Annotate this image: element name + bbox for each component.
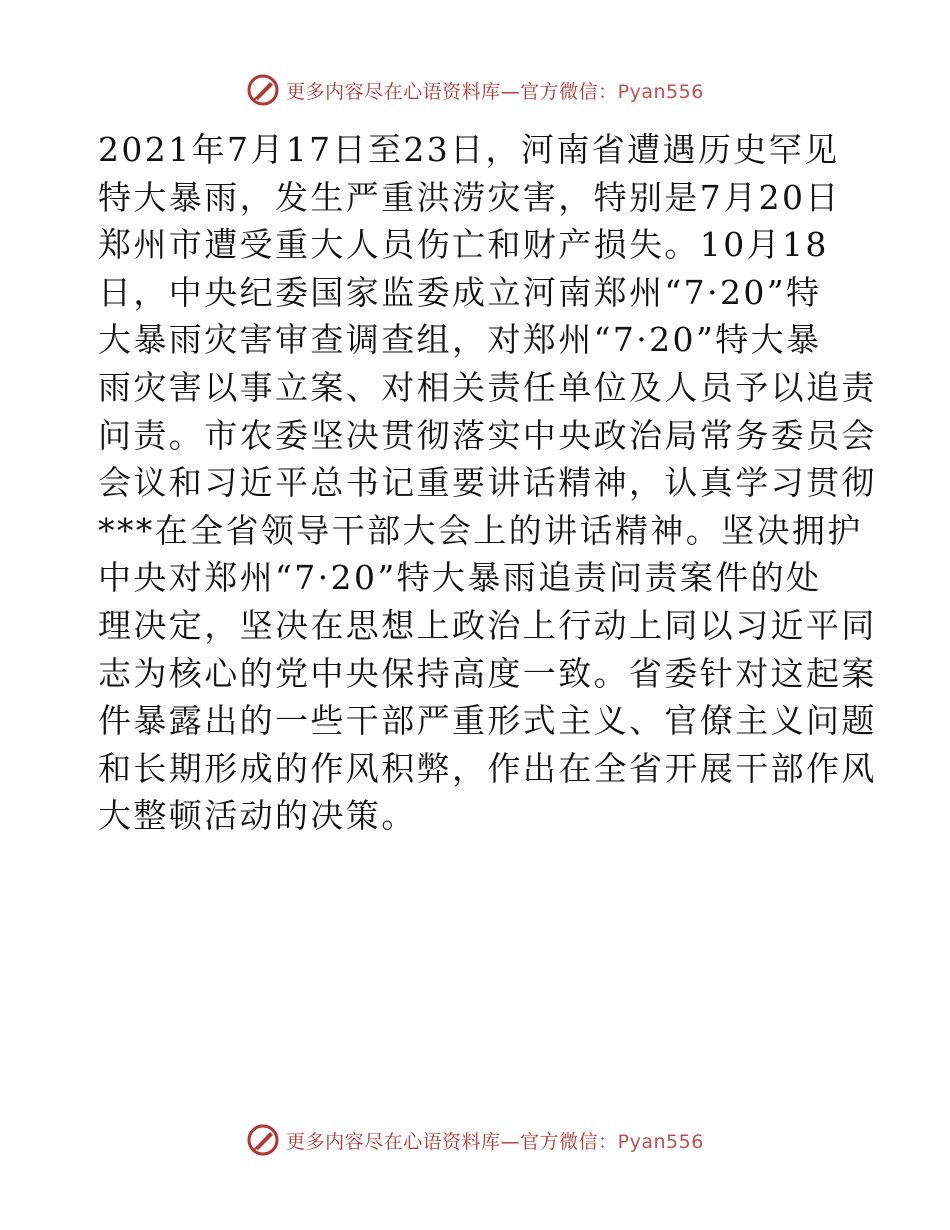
header-watermark-label: 更多内容尽在心语资料库—官方微信： (286, 80, 618, 103)
quill-seal-icon (246, 73, 280, 107)
header-watermark-text (286, 77, 704, 104)
body-line: 问责。市农委坚决贯彻落实中央政治局常务委员会 (98, 415, 877, 455)
footer-watermark-label: 更多内容尽在心语资料库—官方微信： (286, 1130, 618, 1153)
body-line: 日，中央纪委国家监委成立河南郑州“7·20”特 (98, 272, 822, 312)
body-line: 和长期形成的作风积弊，作出在全省开展干部作风 (98, 748, 877, 788)
body-line: 件暴露出的一些干部严重形式主义、官僚主义问题 (98, 701, 877, 741)
body-line: 大暴雨灾害审查调查组，对郑州“7·20”特大暴 (98, 320, 822, 360)
footer-wechat-id: Pyan556 (617, 1130, 704, 1153)
footer-watermark-text (286, 1127, 704, 1154)
header-wechat-id: Pyan556 (617, 80, 704, 103)
header-watermark (0, 70, 950, 110)
body-line: 大整顿活动的决策。 (98, 796, 417, 836)
body-line: 2021年7月17日至23日，河南省遭遇历史罕见 (98, 130, 840, 169)
body-line: 中央对郑州“7·20”特大暴雨追责问责案件的处 (98, 558, 822, 598)
footer-watermark (0, 1120, 950, 1160)
body-line: 志为核心的党中央保持高度一致。省委针对这起案 (98, 653, 877, 693)
body-line: 郑州市遭受重大人员伤亡和财产损失。10月18 (98, 225, 829, 265)
body-line: 理决定，坚决在思想上政治上行动上同以习近平同 (98, 605, 877, 645)
body-line: 特大暴雨，发生严重洪涝灾害，特别是7月20日 (98, 177, 841, 217)
body-paragraph (98, 126, 877, 840)
document-body (98, 126, 877, 840)
body-line: ***在全省领导干部大会上的讲话精神。坚决拥护 (98, 510, 863, 550)
body-line: 会议和习近平总书记重要讲话精神，认真学习贯彻 (98, 463, 877, 503)
quill-seal-icon (246, 1123, 280, 1157)
body-line: 雨灾害以事立案、对相关责任单位及人员予以追责 (98, 367, 877, 407)
